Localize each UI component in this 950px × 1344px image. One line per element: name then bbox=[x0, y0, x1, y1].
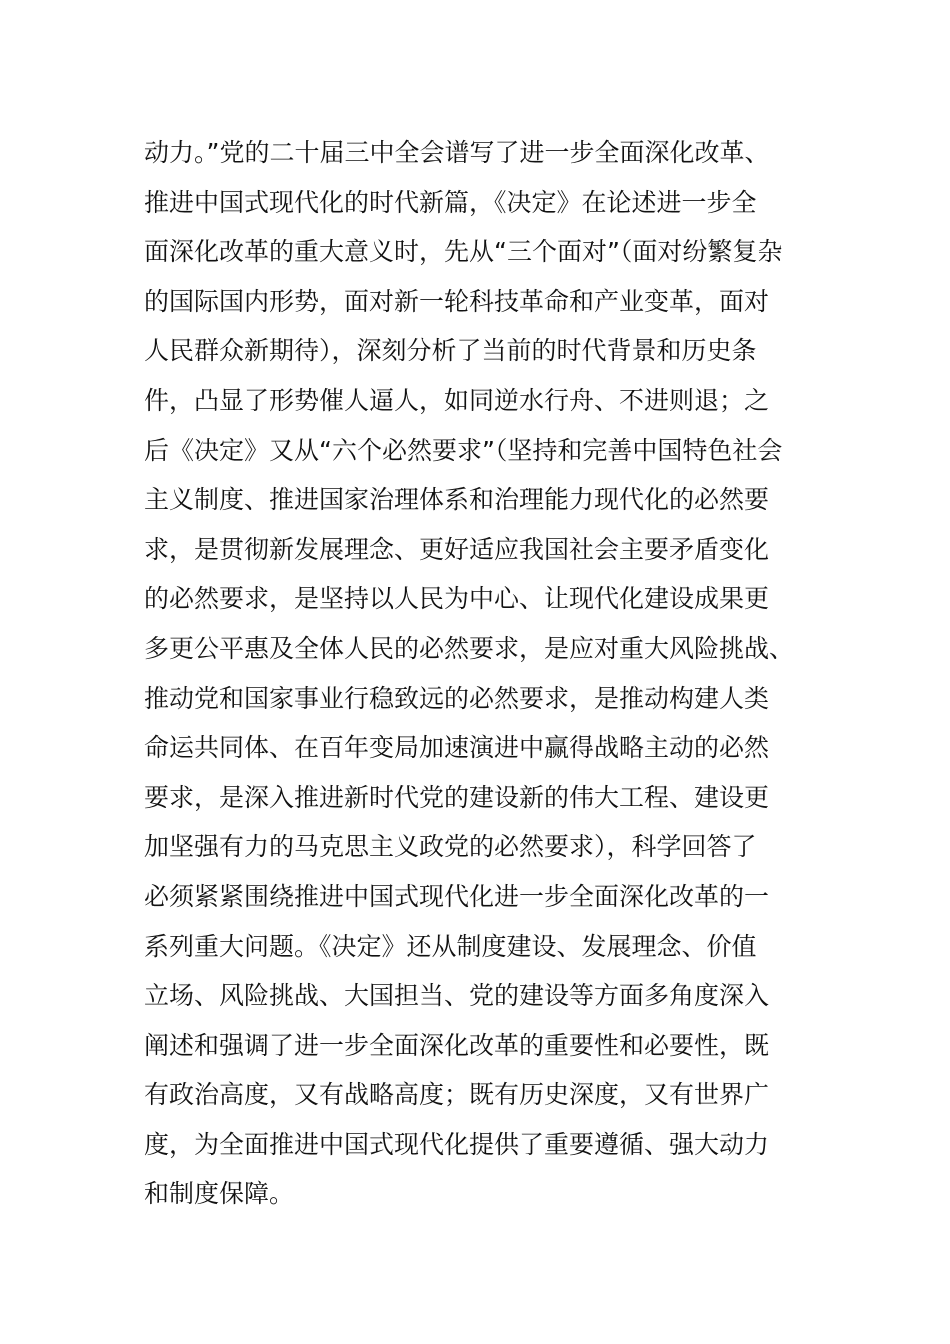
text-line: 必须紧紧围绕推进中国式现代化进一步全面深化改革的一 bbox=[144, 881, 770, 911]
text-line: 立场、风险挑战、大国担当、党的建设等方面多角度深入 bbox=[144, 981, 770, 1011]
text-line: 人民群众新期待），深刻分析了当前的时代背景和历史条 bbox=[144, 336, 757, 366]
text-line: 多更公平惠及全体人民的必然要求，是应对重大风险挑战、 bbox=[144, 633, 795, 663]
text-line: 主义制度、推进国家治理体系和治理能力现代化的必然要 bbox=[144, 485, 770, 515]
text-line: 和制度保障。 bbox=[144, 1179, 295, 1209]
text-line: 的必然要求，是坚持以人民为中心、让现代化建设成果更 bbox=[144, 584, 770, 614]
text-line: 后《决定》又从“六个必然要求”（坚持和完善中国特色社会 bbox=[144, 435, 783, 465]
text-line: 推进中国式现代化的时代新篇，《决定》在论述进一步全 bbox=[144, 187, 757, 217]
body-paragraph bbox=[144, 128, 824, 1219]
text-line: 面深化改革的重大意义时，先从“三个面对”（面对纷繁复杂 bbox=[144, 237, 783, 267]
text-line: 要求，是深入推进新时代党的建设新的伟大工程、建设更 bbox=[144, 782, 770, 812]
text-line: 有政治高度，又有战略高度；既有历史深度，又有世界广 bbox=[144, 1080, 770, 1110]
text-line: 求，是贯彻新发展理念、更好适应我国社会主要矛盾变化 bbox=[144, 534, 770, 564]
text-line: 件，凸显了形势催人逼人，如同逆水行舟、不进则退；之 bbox=[144, 385, 770, 415]
text-line: 加坚强有力的马克思主义政党的必然要求），科学回答了 bbox=[144, 832, 757, 862]
text-line: 命运共同体、在百年变局加速演进中赢得战略主动的必然 bbox=[144, 733, 770, 763]
text-line: 系列重大问题。《决定》还从制度建设、发展理念、价值 bbox=[144, 931, 757, 961]
text-line: 阐述和强调了进一步全面深化改革的重要性和必要性，既 bbox=[144, 1030, 770, 1060]
text-line: 度，为全面推进中国式现代化提供了重要遵循、强大动力 bbox=[144, 1129, 770, 1159]
text-line: 动力。”党的二十届三中全会谱写了进一步全面深化改革、 bbox=[144, 138, 770, 167]
text-line: 的国际国内形势，面对新一轮科技革命和产业变革，面对 bbox=[144, 286, 770, 316]
text-line: 推动党和国家事业行稳致远的必然要求，是推动构建人类 bbox=[144, 683, 770, 713]
